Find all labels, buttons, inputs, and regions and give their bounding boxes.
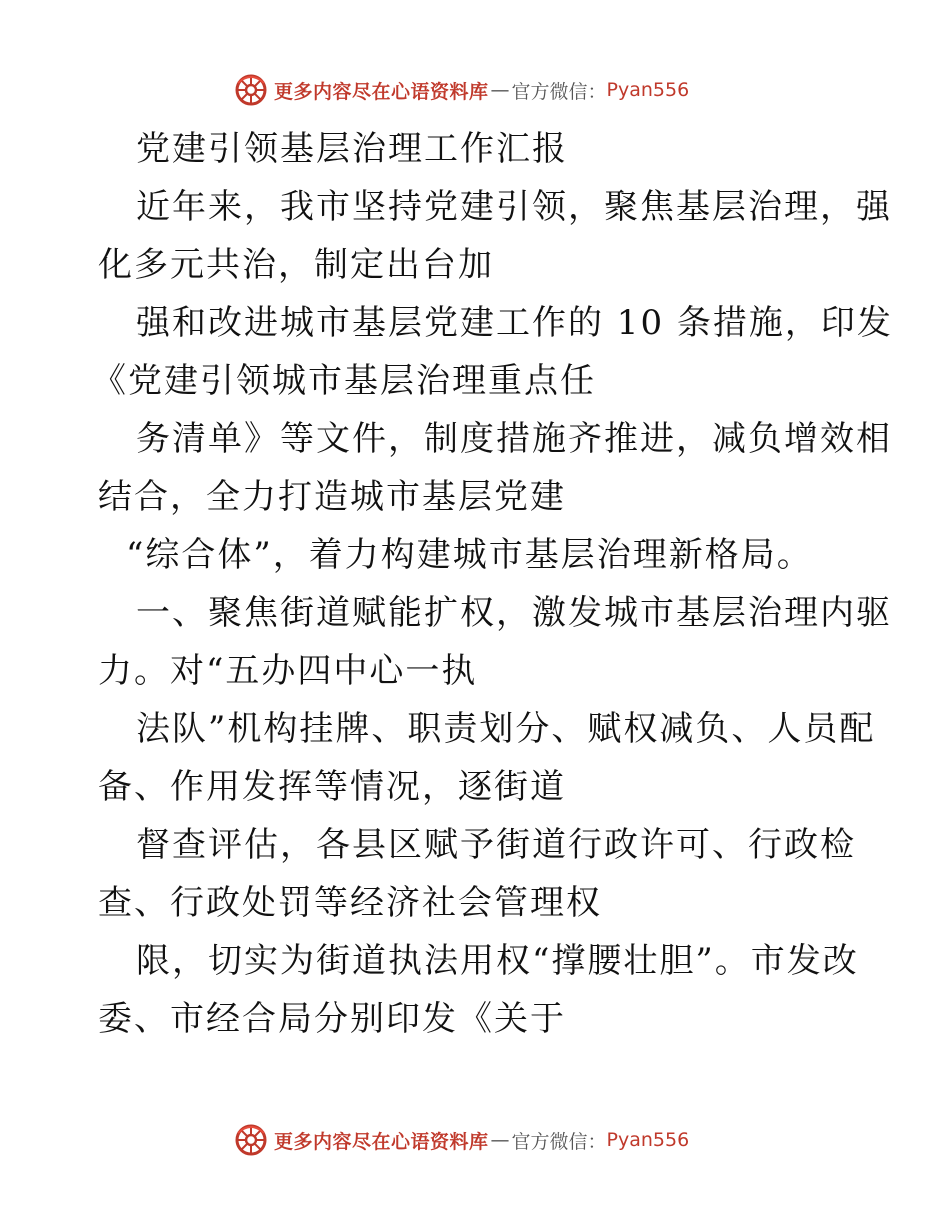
paragraph-line: 力。对“五办四中心一执 [98,651,478,691]
dharma-wheel-logo-icon [234,73,268,107]
watermark-separator: — [490,1129,510,1151]
paragraph-line: “综合体”，着力构建城市基层治理新格局。 [126,535,813,575]
paragraph-line: 查、行政处罚等经济社会管理权 [98,883,602,923]
watermark-separator: — [490,79,510,101]
paragraph-line: 法队”机构挂牌、职责划分、赋权减负、人员配 [136,709,876,749]
paragraph-line: 近年来，我市坚持党建引领，聚焦基层治理，强 [136,187,892,227]
watermark-brand-text: 更多内容尽在心语资料库 [274,80,489,103]
document-title: 党建引领基层治理工作汇报 [136,129,568,169]
section-heading-line: 一、聚焦街道赋能扩权，激发城市基层治理内驱 [136,593,892,633]
paragraph-line: 结合，全力打造城市基层党建 [98,477,566,517]
watermark-wechat-id: Pyan556 [606,1129,690,1151]
watermark-wechat-label: 官方微信： [511,1130,607,1153]
watermark-brand-text: 更多内容尽在心语资料库 [274,1130,489,1153]
watermark-wechat-id: Pyan556 [606,79,690,101]
paragraph-line: 委、市经合局分别印发《关于 [98,999,566,1039]
paragraph-line: 限，切实为街道执法用权“撑腰壮胆”。市发改 [136,941,859,981]
paragraph-line: 务清单》等文件，制度措施齐推进，减负增效相 [136,419,892,459]
paragraph-line: 强和改进城市基层党建工作的 10 条措施，印发 [136,303,893,343]
watermark-wechat-label: 官方微信： [511,80,607,103]
dharma-wheel-logo-icon [234,1123,268,1157]
paragraph-line: 《党建引领城市基层治理重点任 [92,361,596,401]
header-watermark [234,72,689,108]
footer-watermark [234,1122,689,1158]
paragraph-line: 备、作用发挥等情况，逐街道 [98,767,566,807]
paragraph-line: 督查评估，各县区赋予街道行政许可、行政检 [136,825,856,865]
document-body [92,120,893,1048]
paragraph-line: 化多元共治，制定出台加 [98,245,494,285]
